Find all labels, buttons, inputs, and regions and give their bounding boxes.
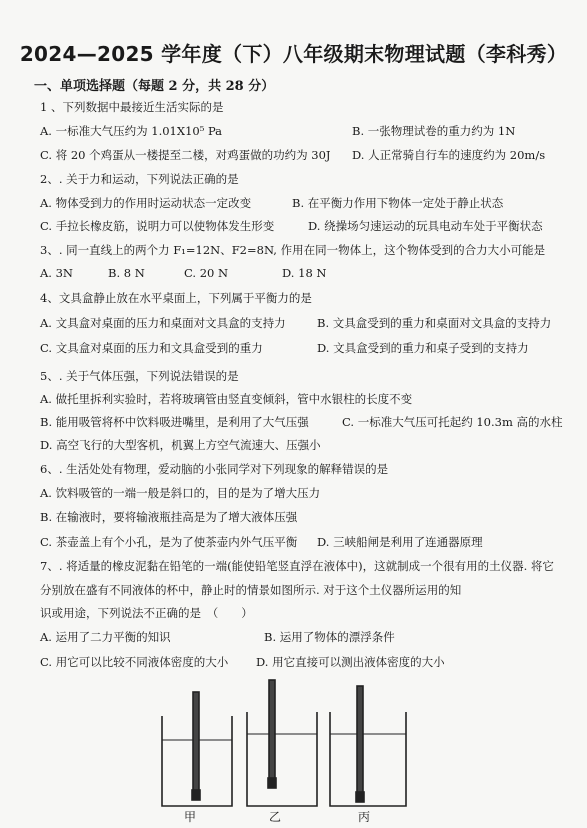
- question-7-stem-line1: 7、. 将适量的橡皮泥黏在铅笔的一端(能使铅笔竖直浮在液体中)，这就制成一个很有用的土仪器. 将它: [40, 559, 554, 573]
- question-5-stem: 5、. 关于气体压强，下列说法错误的是: [40, 369, 239, 383]
- q4-option-a: A. 文具盒对桌面的压力和桌面对文具盒的支持力: [40, 316, 286, 330]
- q3-option-a: A. 3N: [40, 266, 73, 280]
- q5-option-c: C. 一标准大气压可托起约 10.3m 高的水柱: [342, 415, 563, 429]
- q4-option-c: C. 文具盒对桌面的压力和文具盒受到的重力: [40, 341, 263, 355]
- q6-option-c: C. 茶壶盖上有个小孔，是为了使茶壶内外气压平衡: [40, 535, 298, 549]
- q2-option-b: B. 在平衡力作用下物体一定处于静止状态: [292, 196, 504, 210]
- q1-option-b: B. 一张物理试卷的重力约为 1N: [352, 124, 516, 138]
- question-7-stem-line3: 识或用途，下列说法不正确的是 （ ）: [40, 606, 253, 620]
- question-1-stem: 1 、下列数据中最接近生活实际的是: [40, 100, 224, 114]
- question-6-stem: 6、. 生活处处有物理，爱动脑的小张同学对下列现象的解释错误的是: [40, 462, 389, 476]
- q6-option-d: D. 三峡船闸是利用了连通器原理: [317, 535, 483, 549]
- q1-option-c: C. 将 20 个鸡蛋从一楼提至二楼，对鸡蛋做的功约为 30J: [40, 148, 331, 162]
- q4-option-d: D. 文具盒受到的重力和桌子受到的支持力: [317, 341, 529, 355]
- figure-label-3: 丙: [358, 810, 371, 824]
- section-heading: 一、单项选择题（每题 2 分，共 28 分）: [34, 79, 275, 94]
- q5-option-b: B. 能用吸管将杯中饮料吸进嘴里，是利用了大气压强: [40, 415, 309, 429]
- question-7-stem-line2: 分别放在盛有不同液体的杯中，静止时的情景如图所示. 对于这个土仪器所运用的知: [40, 583, 462, 597]
- figure-label-1: 甲: [184, 810, 197, 824]
- beaker-2: [247, 680, 317, 806]
- q3-option-b: B. 8 N: [108, 266, 145, 280]
- q4-option-b: B. 文具盒受到的重力和桌面对文具盒的支持力: [317, 316, 552, 330]
- exam-title: 2024—2025 学年度（下）八年级期末物理试题（李科秀）: [19, 42, 568, 66]
- q1-option-a: A. 一标准大气压约为 1.01X10⁵ Pa: [40, 124, 223, 138]
- q5-option-a: A. 做托里拆利实验时，若将玻璃管由竖直变倾斜，管中水银柱的长度不变: [40, 392, 413, 406]
- q7-figure: [150, 672, 550, 824]
- q7-option-b: B. 运用了物体的漂浮条件: [264, 630, 395, 644]
- question-2-stem: 2、. 关于力和运动，下列说法正确的是: [40, 172, 239, 186]
- figure-label-2: 乙: [269, 810, 282, 824]
- q6-option-a: A. 饮料吸管的一端一般是斜口的，目的是为了增大压力: [40, 486, 321, 500]
- q2-option-d: D. 绕操场匀速运动的玩具电动车处于平衡状态: [308, 219, 543, 233]
- beaker-diagram: [150, 672, 550, 824]
- q1-option-d: D. 人正常骑自行车的速度约为 20m/s: [352, 148, 546, 162]
- beaker-3: [330, 686, 406, 806]
- q7-option-c: C. 用它可以比较不同液体密度的大小: [40, 655, 229, 669]
- question-4-stem: 4、文具盒静止放在水平桌面上，下列属于平衡力的是: [40, 291, 312, 305]
- q3-option-d: D. 18 N: [282, 266, 327, 280]
- q2-option-a: A. 物体受到力的作用时运动状态一定改变: [40, 196, 252, 210]
- q3-option-c: C. 20 N: [184, 266, 229, 280]
- q6-option-b: B. 在输液时，要将输液瓶挂高是为了增大液体压强: [40, 510, 298, 524]
- beaker-1: [162, 692, 232, 806]
- q7-option-d: D. 用它直接可以测出液体密度的大小: [256, 655, 445, 669]
- q7-option-a: A. 运用了二力平衡的知识: [40, 630, 171, 644]
- question-3-stem: 3、. 同一直线上的两个力 F₁=12N、F2=8N, 作用在同一物体上，这个物体受到的合力大小可能是: [40, 243, 546, 257]
- q2-option-c: C. 手拉长橡皮筋，说明力可以使物体发生形变: [40, 219, 275, 233]
- q5-option-d: D. 高空飞行的大型客机，机翼上方空气流速大、压强小: [40, 438, 321, 452]
